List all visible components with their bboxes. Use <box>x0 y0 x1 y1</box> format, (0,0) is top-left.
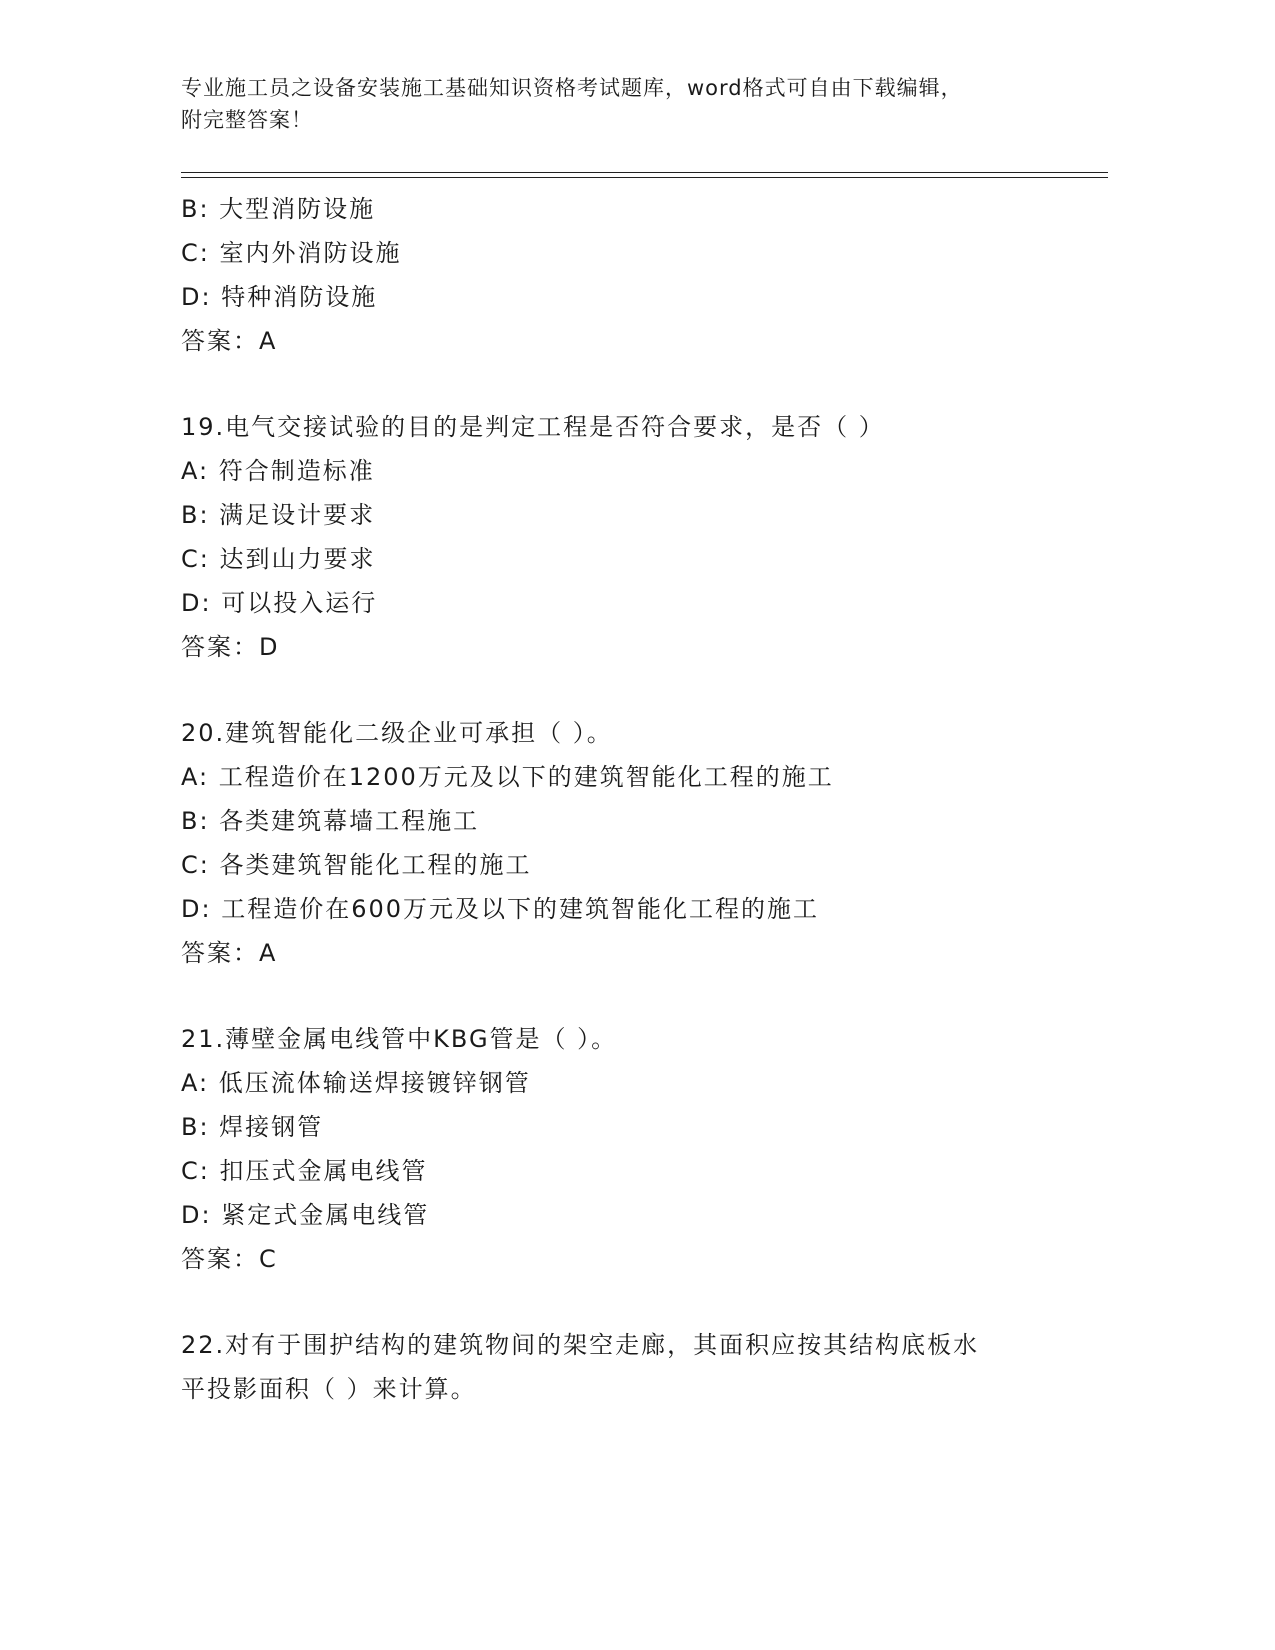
option-a: A: 低压流体输送焊接镀锌钢管 <box>181 1069 531 1097</box>
question-19 <box>181 405 1081 669</box>
header-divider-bottom <box>181 177 1108 178</box>
header-divider-top <box>181 172 1108 173</box>
option-c: C: 扣压式金属电线管 <box>181 1157 428 1185</box>
question-20 <box>181 711 1081 975</box>
answer: 答案：D <box>181 633 280 661</box>
option-d: D: 紧定式金属电线管 <box>181 1201 430 1229</box>
document-header <box>181 72 1061 136</box>
header-line-2: 附完整答案！ <box>181 108 313 132</box>
question-18-tail <box>181 187 1081 363</box>
option-c: C: 各类建筑智能化工程的施工 <box>181 851 532 879</box>
header-line-1: 专业施工员之设备安装施工基础知识资格考试题库，word格式可自由下载编辑， <box>181 76 963 100</box>
spacer <box>181 1281 1081 1323</box>
question-stem: 20.建筑智能化二级企业可承担（ ）。 <box>181 719 613 747</box>
answer: 答案：A <box>181 939 278 967</box>
option-b: B: 各类建筑幕墙工程施工 <box>181 807 480 835</box>
question-list <box>181 187 1081 1411</box>
option-b: B: 大型消防设施 <box>181 195 376 223</box>
question-stem: 21.薄壁金属电线管中KBG管是（ ）。 <box>181 1025 618 1053</box>
option-c: C: 达到山力要求 <box>181 545 376 573</box>
question-stem: 19.电气交接试验的目的是判定工程是否符合要求，是否（ ） <box>181 413 885 441</box>
spacer <box>181 363 1081 405</box>
question-stem-line-2: 平投影面积（ ）来计算。 <box>181 1375 477 1403</box>
question-21 <box>181 1017 1081 1281</box>
option-d: D: 工程造价在600万元及以下的建筑智能化工程的施工 <box>181 895 820 923</box>
answer: 答案：A <box>181 327 278 355</box>
question-22 <box>181 1323 1081 1411</box>
option-c: C: 室内外消防设施 <box>181 239 402 267</box>
option-a: A: 工程造价在1200万元及以下的建筑智能化工程的施工 <box>181 763 834 791</box>
spacer <box>181 975 1081 1017</box>
option-b: B: 焊接钢管 <box>181 1113 324 1141</box>
answer: 答案：C <box>181 1245 278 1273</box>
spacer <box>181 669 1081 711</box>
option-a: A: 符合制造标准 <box>181 457 375 485</box>
question-stem-line-1: 22.对有于围护结构的建筑物间的架空走廊，其面积应按其结构底板水 <box>181 1331 980 1359</box>
option-d: D: 特种消防设施 <box>181 283 378 311</box>
option-b: B: 满足设计要求 <box>181 501 376 529</box>
option-d: D: 可以投入运行 <box>181 589 378 617</box>
